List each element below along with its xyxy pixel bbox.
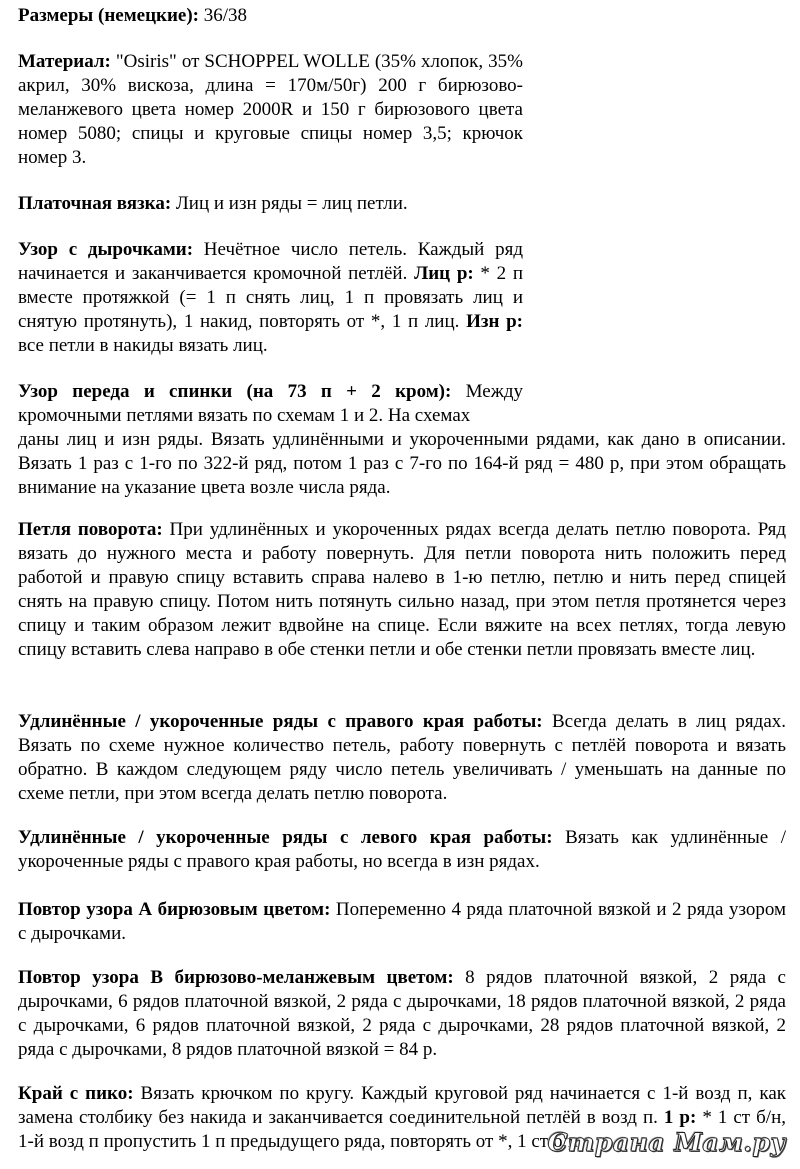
sizes-label: Размеры (немецкие): bbox=[18, 5, 200, 26]
front-back-continuation bbox=[18, 428, 786, 500]
turn-loop-text: При удлинённых и укороченных рядах всегда делать петлю поворота. Ряд вязать до нужного места и работу повернуть. Для петли поворота нить положить перед работой и правую спицу вставить справа налево в 1-ю петлю, петлю и нить перед спицей снять на правую спицу. Потом нить потянуть сильно назад, при этом петля протянется через спицу и таким образом лежит вдвойне на спице. Если вяжите на всех петлях, тогда левую спицу вставить слева направо в обе стенки петли и обе стенки петли провязать вместе лиц. bbox=[18, 519, 786, 660]
front-back-paragraph bbox=[18, 380, 523, 428]
lace-text-1: Нечётное число петель. Каждый ряд начинается и заканчивается кромочной петлёй. bbox=[18, 239, 523, 284]
sizes-paragraph bbox=[18, 4, 786, 28]
front-back-text-a: Между кромочными петлями вязать по схемам 1 и 2. На схемах bbox=[18, 381, 523, 426]
short-rows-right-text: Всегда делать в лиц рядах. Вязать по схеме нужное количество петель, работу повернуть с петлёй поворота и вязать обратно. В каждом следующем ряду число петель увеличивать / уменьшать на данные по схеме петли, при этом всегда делать петлю поворота. bbox=[18, 711, 786, 804]
lace-label: Узор с дырочками: bbox=[18, 239, 194, 260]
garter-label: Платочная вязка: bbox=[18, 193, 172, 214]
picot-r1-label: 1 р: bbox=[663, 1107, 697, 1128]
lace-text-3: все петли в накиды вязать лиц. bbox=[18, 335, 268, 356]
repeat-a-label: Повтор узора А бирюзовым цветом: bbox=[18, 899, 331, 920]
picot-text-1: Вязать крючком по кругу. Каждый круговой ряд начинается с 1-й возд п, как замена столбику без накида и заканчивается соединительной петлёй в возд п. bbox=[18, 1083, 786, 1128]
short-rows-left-text: Вязать как удлинённые / укороченные ряды с правого края работы, но всегда в изн рядах. bbox=[18, 827, 786, 872]
picot-text-2: * 1 ст б/н, 1-й возд п пропустить 1 п предыдущего ряда, повторять от *, 1 ст б/н bbox=[18, 1107, 786, 1152]
front-back-label: Узор переда и спинки (на 73 п + 2 кром): bbox=[18, 381, 452, 402]
site-watermark-logo: Страна Мам.ру bbox=[547, 1128, 786, 1157]
repeat-a-text: Попеременно 4 ряда платочной вязкой и 2 ряда узором с дырочками. bbox=[18, 899, 786, 944]
repeat-b-label: Повтор узора В бирюзово-меланжевым цветом: bbox=[18, 967, 454, 988]
material-text: "Osiris" от SCHOPPEL WOLLE (35% хлопок, 35% акрил, 30% вискоза, длина = 170м/50г) 200 г бирюзово-меланжевого цвета номер 2000R и 150 г бирюзового цвета номер 5080; спицы и круговые спицы номер 3,5; крючок номер 3. bbox=[18, 51, 523, 168]
short-rows-left-label: Удлинённые / укороченные ряды с левого края работы: bbox=[18, 827, 553, 848]
repeat-b-text: 8 рядов платочной вязкой, 2 ряда с дырочками, 6 рядов платочной вязкой, 2 ряда с дырочками, 18 рядов платочной вязкой, 2 ряда с дырочками, 6 рядов платочной вязкой, 2 ряда с дырочками, 28 рядов платочной вязкой, 2 ряда с дырочками, 8 рядов платочной вязкой = 84 р. bbox=[18, 967, 786, 1060]
short-rows-right-label: Удлинённые / укороченные ряды с правого края работы: bbox=[18, 711, 543, 732]
front-back-text-b: даны лиц и изн ряды. Вязать удлинёнными и укороченными рядами, как дано в описании. Вязать 1 раз с 1-го по 322-й ряд, потом 1 раз с 7-го по 164-й ряд = 480 р, при этом обращать внимание на указание цвета возле числа ряда. bbox=[18, 429, 786, 498]
repeat-a-paragraph bbox=[18, 898, 786, 946]
turn-loop-paragraph bbox=[18, 518, 786, 662]
sizes-text: 36/38 bbox=[199, 5, 248, 26]
garter-paragraph bbox=[18, 192, 523, 216]
material-label: Материал: bbox=[18, 51, 111, 72]
lace-paragraph bbox=[18, 238, 523, 358]
picot-label: Край с пико: bbox=[18, 1083, 134, 1104]
lace-text-2: * 2 п вместе протяжкой (= 1 п снять лиц, 1 п провязать лиц и снятую протянуть), 1 накид, повторять от *, 1 п лиц. bbox=[18, 263, 524, 332]
garter-text: Лиц и изн ряды = лиц петли. bbox=[171, 193, 408, 214]
lace-ws-label: Изн р: bbox=[466, 311, 523, 332]
lace-rs-label: Лиц р: bbox=[414, 263, 474, 284]
short-rows-left-paragraph bbox=[18, 826, 786, 874]
material-paragraph bbox=[18, 50, 523, 170]
turn-loop-label: Петля поворота: bbox=[18, 519, 163, 540]
short-rows-right-paragraph bbox=[18, 710, 786, 806]
repeat-b-paragraph bbox=[18, 966, 786, 1062]
